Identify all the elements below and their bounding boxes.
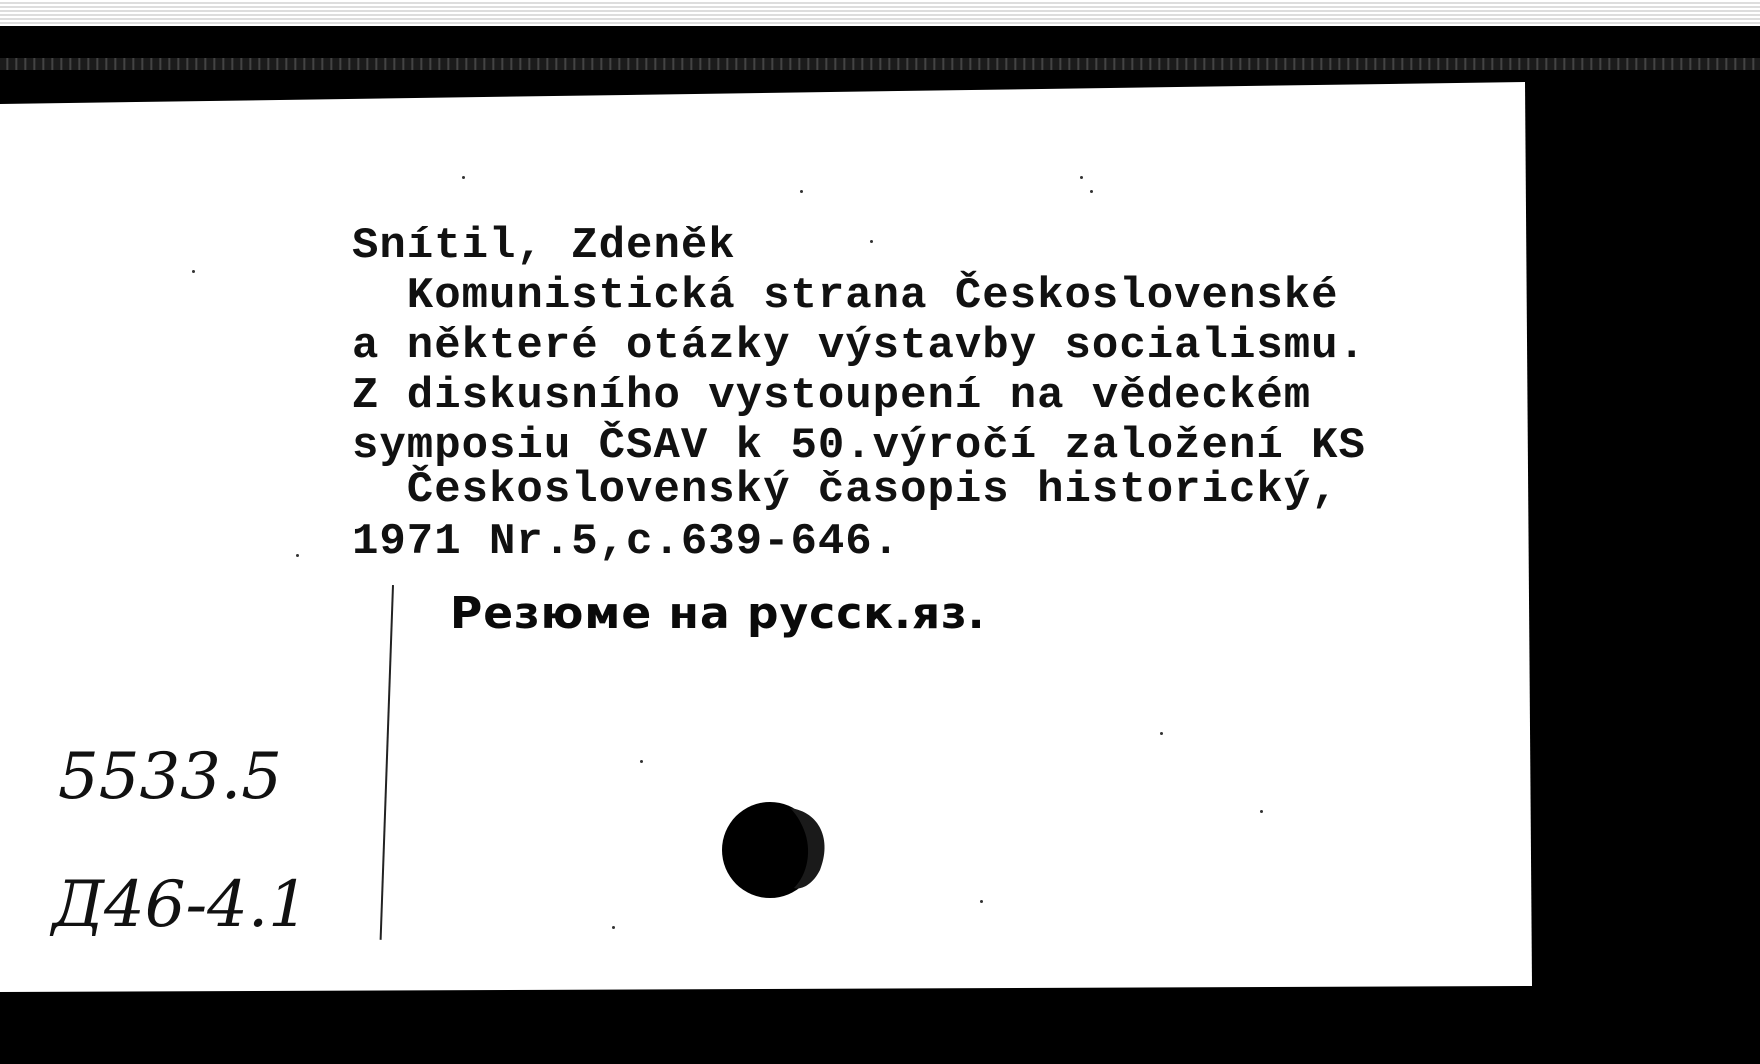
scan-top-strip [0, 0, 1760, 26]
speck [612, 926, 615, 929]
speck [980, 900, 983, 903]
card-author: Snítil, Zdeněk [352, 221, 736, 271]
speck [870, 240, 873, 243]
scan-edge-strip [0, 58, 1760, 70]
handwritten-number-2: Д46-4.1 [52, 868, 309, 942]
card-source-line-1: Československý časopis historický, [352, 465, 1339, 515]
speck [1160, 732, 1163, 735]
speck [640, 760, 643, 763]
speck [462, 176, 465, 179]
card-title-line-3: Z diskusního vystoupení na vědeckém [352, 371, 1312, 421]
card-title-line-1: Komunistická strana Československé [352, 271, 1339, 321]
speck [1260, 810, 1263, 813]
card-title-line-2: a některé otázky výstavby socialismu. [352, 321, 1366, 371]
card-source-line-2: 1971 Nr.5,c.639-646. [352, 517, 901, 567]
speck [1090, 190, 1093, 193]
speck [800, 190, 803, 193]
speck [1080, 176, 1083, 179]
card-note: Резюме на русск.яз. [450, 588, 986, 639]
speck [296, 554, 299, 557]
speck [192, 270, 195, 273]
handwritten-number-1: 5533.5 [58, 740, 282, 814]
punch-hole [720, 790, 832, 902]
card-title-line-4: symposiu ČSAV k 50.výročí založení KS [352, 421, 1366, 471]
